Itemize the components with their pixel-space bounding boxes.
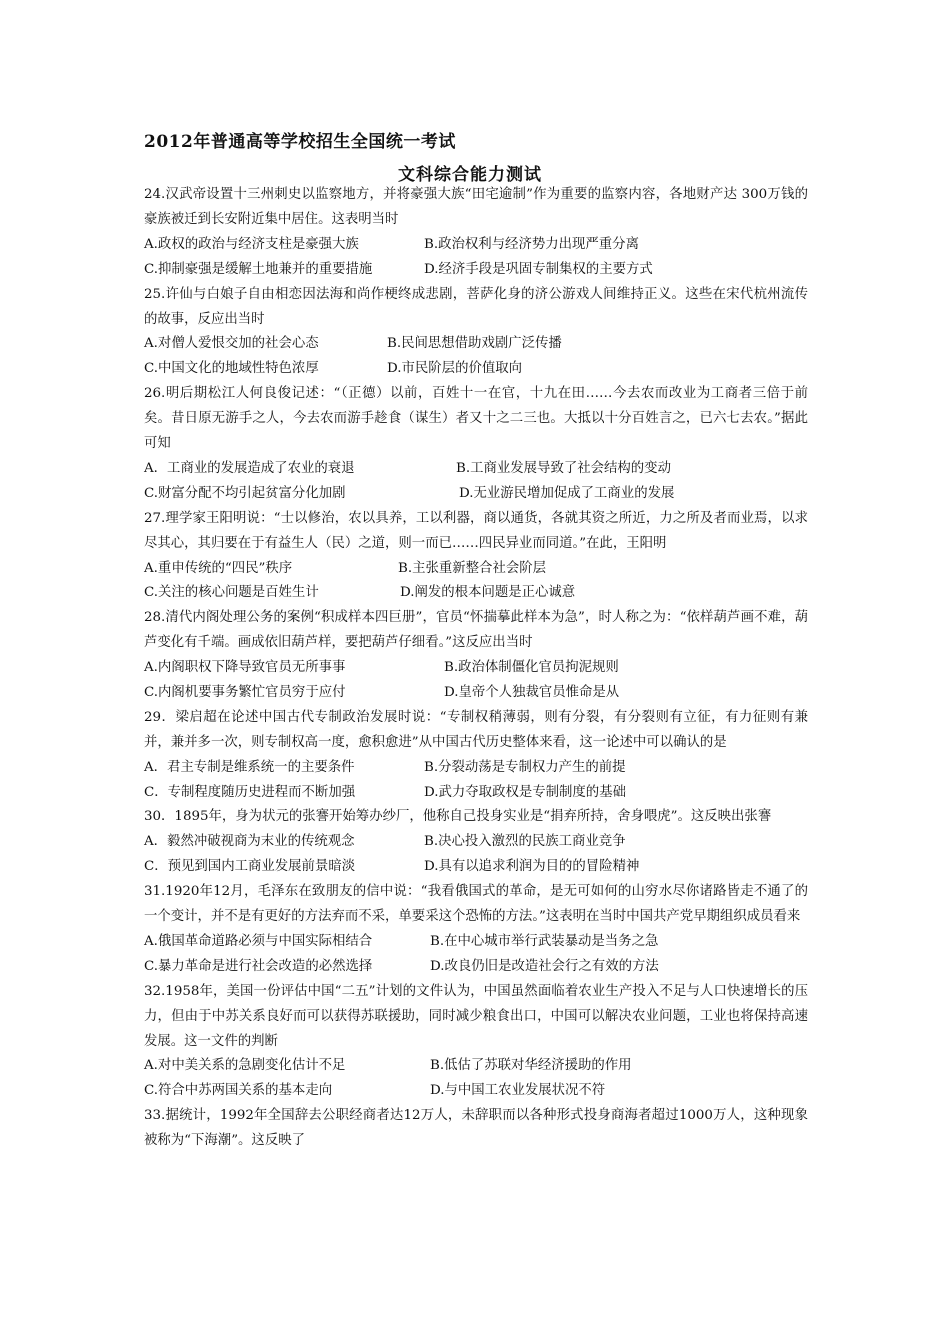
option-d: D.改良仍旧是改造社会行之有效的方法 <box>430 958 659 974</box>
option-row <box>144 1079 808 1104</box>
option-d: D.武力夺取政权是专制制度的基础 <box>424 784 626 800</box>
option-c: C.中国文化的地域性特色浓厚 <box>144 361 319 377</box>
option-row <box>144 233 808 258</box>
option-b: B.低估了苏联对华经济援助的作用 <box>430 1058 632 1074</box>
question-stem: 31.1920年12月，毛泽东在致朋友的信中说：“我看俄国式的革命，是无可如何的山穷水尽你诸路皆走不通了的一个变计，并不是有更好的方法弃而不采，单要采这个恐怖的方法。”这表明在当时中国共产党早期组织成员看来 <box>144 884 808 925</box>
option-c: C.符合中苏两国关系的基本走向 <box>144 1083 333 1099</box>
option-row <box>144 457 808 482</box>
option-row <box>144 332 808 357</box>
question-25 <box>144 283 808 383</box>
exam-title: 2012年普通高等学校招生全国统一考试 <box>144 132 456 152</box>
option-a: A.重申传统的“四民”秩序 <box>144 560 293 576</box>
option-row <box>144 855 808 880</box>
option-d: D.市民阶层的价值取向 <box>387 361 523 377</box>
option-a: A．毅然冲破视商为末业的传统观念 <box>144 834 355 850</box>
option-row <box>144 557 808 582</box>
option-a: A.对中美关系的急剧变化估计不足 <box>144 1058 346 1074</box>
option-b: B.民间思想借助戏剧广泛传播 <box>387 336 562 352</box>
option-row <box>144 955 808 980</box>
option-b: B.政治体制僵化官员拘泥规则 <box>444 660 619 676</box>
option-c: C．专制程度随历史进程而不断加强 <box>144 784 356 800</box>
option-row <box>144 756 808 781</box>
question-32 <box>144 980 808 1105</box>
option-row <box>144 681 808 706</box>
question-stem: 26.明后期松江人何良俊记述：“（正德）以前，百姓十一在官，十九在田……今去农而改业为工商者三倍于前矣。昔日原无游手之人，今去农而游手趁食（谋生）者又十之二三也。大抵以十分百姓言之，已六七去农。”据此可知 <box>144 386 808 451</box>
option-c: C.关注的核心问题是百姓生计 <box>144 585 319 601</box>
option-row <box>144 930 808 955</box>
option-b: B.分裂动荡是专制权力产生的前提 <box>424 759 626 775</box>
option-row <box>144 581 808 606</box>
option-row <box>144 781 808 806</box>
question-28 <box>144 606 808 706</box>
question-stem: 27.理学家王阳明说：“士以修治，农以具养，工以利器，商以通货，各就其资之所近，力之所及者而业焉，以求尽其心，其归要在于有益生人（民）之道，则一而已……四民异业而同道。”在此，王阳明 <box>144 510 808 551</box>
option-a: A.内阁职权下降导致官员无所事事 <box>144 660 346 676</box>
option-a: A．工商业的发展造成了农业的衰退 <box>144 460 355 476</box>
option-b: B.主张重新整合社会阶层 <box>398 560 547 576</box>
option-d: D.阐发的根本问题是正心诚意 <box>400 585 576 601</box>
question-stem: 30．1895年，身为状元的张謇开始筹办纱厂，他称自己投身实业是“捐弃所持，舍身喂虎”。这反映出张謇 <box>144 809 772 825</box>
question-stem: 33.据统计，1992年全国辞去公职经商者达12万人，未辞职而以各种形式投身商海者超过1000万人，这种现象被称为“下海潮”。这反映了 <box>144 1108 808 1149</box>
option-row <box>144 1054 808 1079</box>
option-b: B.政治权利与经济势力出现严重分离 <box>424 236 639 252</box>
option-b: B.在中心城市举行武装暴动是当务之急 <box>430 933 659 949</box>
option-row <box>144 830 808 855</box>
option-a: A.政权的政治与经济支柱是豪强大族 <box>144 236 359 252</box>
option-c: C.暴力革命是进行社会改造的必然选择 <box>144 958 373 974</box>
option-d: D.皇帝个人独裁官员惟命是从 <box>444 684 620 700</box>
question-26 <box>144 382 808 507</box>
option-b: B.工商业发展导致了社会结构的变动 <box>456 460 671 476</box>
question-stem: 25.许仙与白娘子自由相恋因法海和尚作梗终成悲剧，菩萨化身的济公游戏人间维持正义。这些在宋代杭州流传的故事，反应出当时 <box>144 286 808 327</box>
option-d: D.无业游民增加促成了工商业的发展 <box>459 485 675 501</box>
question-stem: 24.汉武帝设置十三州刺史以监察地方，并将豪强大族“田宅逾制”作为重要的监察内容，各地财产达 300万钱的豪族被迁到长安附近集中居住。这表明当时 <box>144 187 808 227</box>
option-d: D.具有以追求利润为目的的冒险精神 <box>424 859 640 875</box>
option-d: D.与中国工农业发展状况不符 <box>430 1083 606 1099</box>
option-row <box>144 357 808 382</box>
question-29 <box>144 706 808 806</box>
option-row <box>144 258 808 283</box>
question-31 <box>144 880 808 980</box>
question-stem: 32.1958年，美国一份评估中国“二五”计划的文件认为，中国虽然面临着农业生产投入不足与人口快速增长的压力，但由于中苏关系良好而可以获得苏联援助，同时减少粮食出口，中国可以解决农业问题，工业也将保持高速发展。这一文件的判断 <box>144 983 808 1049</box>
option-c: C.财富分配不均引起贫富分化加剧 <box>144 485 346 501</box>
question-list <box>144 183 808 1154</box>
option-c: C.抑制豪强是缓解土地兼并的重要措施 <box>144 261 373 277</box>
question-24 <box>144 183 808 283</box>
exam-subtitle: 文科综合能力测试 <box>398 165 542 185</box>
option-a: A．君主专制是维系统一的主要条件 <box>144 759 355 775</box>
option-row <box>144 482 808 507</box>
option-c: C.内阁机要事务繁忙官员穷于应付 <box>144 684 346 700</box>
question-33 <box>144 1104 808 1154</box>
option-row <box>144 656 808 681</box>
option-b: B.决心投入激烈的民族工商业竞争 <box>424 834 626 850</box>
option-a: A.俄国革命道路必须与中国实际相结合 <box>144 933 373 949</box>
question-27 <box>144 507 808 607</box>
option-d: D.经济手段是巩固专制集权的主要方式 <box>424 261 653 277</box>
question-stem: 28.清代内阁处理公务的案例“积成样本四巨册”，官员“怀揣摹此样本为急”，时人称之为：“依样葫芦画不难，葫芦变化有千端。画成依旧葫芦样，要把葫芦仔细看。”这反应出当时 <box>144 610 808 651</box>
question-30 <box>144 805 808 880</box>
option-c: C．预见到国内工商业发展前景暗淡 <box>144 859 356 875</box>
option-a: A.对僧人爱恨交加的社会心态 <box>144 336 319 352</box>
question-stem: 29．梁启超在论述中国古代专制政治发展时说：“专制权稍薄弱，则有分裂，有分裂则有立征，有力征则有兼并，兼并多一次，则专制权高一度，愈积愈进”从中国古代历史整体来看，这一论述中可以确认的是 <box>144 709 808 750</box>
